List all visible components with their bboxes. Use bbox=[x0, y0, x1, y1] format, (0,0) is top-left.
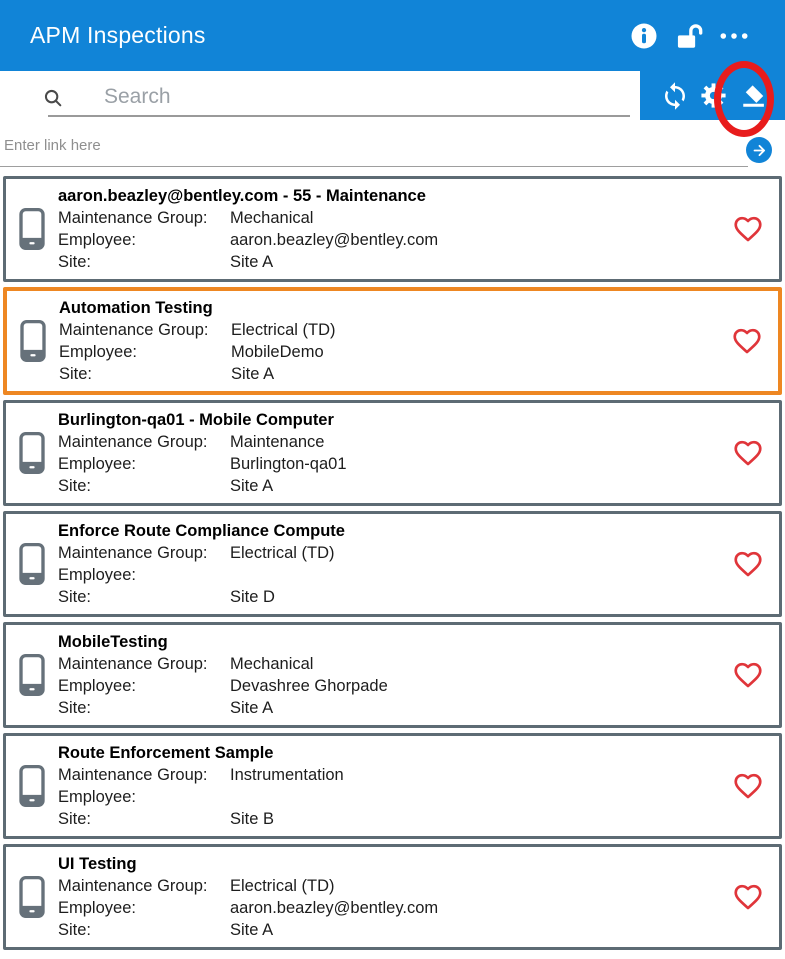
favorite-column bbox=[716, 325, 778, 357]
employee-row bbox=[58, 897, 717, 919]
site-value: Site A bbox=[230, 921, 274, 939]
page-title: APM Inspections bbox=[30, 22, 206, 48]
route-card[interactable] bbox=[3, 287, 782, 395]
maintenance-group-value: Electrical (TD) bbox=[231, 321, 336, 339]
info-button[interactable] bbox=[629, 21, 659, 51]
site-label: Site: bbox=[59, 365, 93, 383]
maintenance-group-label: Maintenance Group: bbox=[59, 321, 209, 339]
mobile-device-icon bbox=[18, 875, 46, 919]
site-value: Site A bbox=[230, 699, 274, 717]
route-details bbox=[58, 185, 717, 273]
maintenance-group-value: Mechanical bbox=[230, 209, 314, 227]
route-card[interactable] bbox=[3, 511, 782, 617]
mobile-device-icon bbox=[18, 764, 46, 808]
info-icon bbox=[629, 21, 659, 51]
route-title: Enforce Route Compliance Compute bbox=[58, 522, 345, 540]
refresh-icon bbox=[660, 81, 690, 111]
employee-label: Employee: bbox=[58, 899, 136, 917]
employee-label: Employee: bbox=[59, 343, 137, 361]
maintenance-group-value: Electrical (TD) bbox=[230, 877, 335, 895]
site-value: Site A bbox=[230, 477, 274, 495]
maintenance-group-value: Mechanical bbox=[230, 655, 314, 673]
heart-icon bbox=[731, 659, 765, 691]
maintenance-group-label: Maintenance Group: bbox=[58, 877, 208, 895]
site-row bbox=[59, 363, 716, 385]
site-label: Site: bbox=[58, 588, 92, 606]
maintenance-group-row bbox=[58, 653, 717, 675]
eraser-icon bbox=[737, 81, 767, 111]
route-title: UI Testing bbox=[58, 855, 137, 873]
link-input[interactable] bbox=[4, 132, 644, 158]
site-value: Site B bbox=[230, 810, 275, 828]
site-value: Site A bbox=[231, 365, 275, 383]
favorite-column bbox=[717, 548, 779, 580]
employee-value: aaron.beazley@bentley.com bbox=[230, 231, 439, 249]
site-row bbox=[58, 697, 717, 719]
favorite-button[interactable] bbox=[731, 659, 765, 691]
site-value: Site A bbox=[230, 253, 274, 271]
search-bar bbox=[0, 71, 785, 125]
heart-icon bbox=[731, 881, 765, 913]
route-details bbox=[58, 853, 717, 941]
favorite-button[interactable] bbox=[731, 770, 765, 802]
site-label: Site: bbox=[58, 477, 92, 495]
maintenance-group-label: Maintenance Group: bbox=[58, 655, 208, 673]
device-icon-column bbox=[6, 431, 58, 475]
clear-eraser-button[interactable] bbox=[737, 81, 767, 111]
maintenance-group-row bbox=[58, 875, 717, 897]
maintenance-group-value: Instrumentation bbox=[230, 766, 344, 784]
favorite-column bbox=[717, 770, 779, 802]
site-row bbox=[58, 808, 717, 830]
site-row bbox=[58, 586, 717, 608]
gear-icon bbox=[699, 81, 728, 110]
app-header bbox=[0, 0, 785, 71]
site-row bbox=[58, 475, 717, 497]
maintenance-group-label: Maintenance Group: bbox=[58, 209, 208, 227]
site-label: Site: bbox=[58, 253, 92, 271]
device-icon-column bbox=[6, 542, 58, 586]
maintenance-group-row bbox=[58, 431, 717, 453]
favorite-button[interactable] bbox=[731, 548, 765, 580]
refresh-button[interactable] bbox=[660, 81, 690, 111]
route-card[interactable] bbox=[3, 400, 782, 506]
route-details bbox=[58, 631, 717, 719]
heart-icon bbox=[730, 325, 764, 357]
site-row bbox=[58, 919, 717, 941]
maintenance-group-value: Electrical (TD) bbox=[230, 544, 335, 562]
device-icon-column bbox=[6, 207, 58, 251]
route-details bbox=[59, 297, 716, 385]
maintenance-group-row bbox=[58, 207, 717, 229]
settings-button[interactable] bbox=[699, 81, 728, 110]
route-list bbox=[0, 173, 785, 950]
maintenance-group-label: Maintenance Group: bbox=[58, 766, 208, 784]
mobile-device-icon bbox=[18, 431, 46, 475]
maintenance-group-row bbox=[59, 319, 716, 341]
mobile-device-icon bbox=[18, 207, 46, 251]
device-icon-column bbox=[7, 319, 59, 363]
employee-row bbox=[58, 453, 717, 475]
device-icon-column bbox=[6, 764, 58, 808]
favorite-button[interactable] bbox=[731, 437, 765, 469]
favorite-button[interactable] bbox=[731, 213, 765, 245]
favorite-button[interactable] bbox=[730, 325, 764, 357]
employee-value bbox=[230, 786, 717, 808]
unlock-icon bbox=[673, 21, 705, 51]
site-label: Site: bbox=[58, 810, 92, 828]
maintenance-group-label: Maintenance Group: bbox=[58, 433, 208, 451]
employee-row bbox=[59, 341, 716, 363]
employee-label: Employee: bbox=[58, 677, 136, 695]
heart-icon bbox=[731, 770, 765, 802]
maintenance-group-row bbox=[58, 542, 717, 564]
arrow-right-icon bbox=[751, 142, 768, 159]
route-title: aaron.beazley@bentley.com - 55 - Maintenance bbox=[58, 187, 426, 205]
maintenance-group-row bbox=[58, 764, 717, 786]
site-label: Site: bbox=[58, 699, 92, 717]
route-title: Automation Testing bbox=[59, 299, 213, 317]
route-card[interactable] bbox=[3, 733, 782, 839]
maintenance-group-value: Maintenance bbox=[230, 433, 325, 451]
header-actions bbox=[629, 21, 749, 51]
route-details bbox=[58, 409, 717, 497]
mobile-device-icon bbox=[19, 319, 47, 363]
route-details bbox=[58, 742, 717, 830]
unlock-button[interactable] bbox=[673, 21, 705, 51]
employee-label: Employee: bbox=[58, 566, 136, 584]
ellipsis-icon bbox=[719, 31, 749, 41]
heart-icon bbox=[731, 213, 765, 245]
device-icon-column bbox=[6, 875, 58, 919]
route-title: Burlington-qa01 - Mobile Computer bbox=[58, 411, 334, 429]
favorite-button[interactable] bbox=[731, 881, 765, 913]
search-toolbar bbox=[640, 71, 785, 120]
employee-label: Employee: bbox=[58, 788, 136, 806]
device-icon-column bbox=[6, 653, 58, 697]
favorite-column bbox=[717, 659, 779, 691]
employee-value: MobileDemo bbox=[231, 343, 324, 361]
link-underline bbox=[0, 166, 748, 167]
favorite-column bbox=[717, 881, 779, 913]
employee-row bbox=[58, 786, 717, 808]
route-details bbox=[58, 520, 717, 608]
heart-icon bbox=[731, 437, 765, 469]
employee-value: aaron.beazley@bentley.com bbox=[230, 899, 439, 917]
employee-row bbox=[58, 675, 717, 697]
link-bar bbox=[0, 125, 785, 173]
site-label: Site: bbox=[58, 921, 92, 939]
maintenance-group-label: Maintenance Group: bbox=[58, 544, 208, 562]
route-card[interactable] bbox=[3, 622, 782, 728]
employee-label: Employee: bbox=[58, 231, 136, 249]
employee-value: Devashree Ghorpade bbox=[230, 677, 388, 695]
more-options-button[interactable] bbox=[719, 31, 749, 41]
favorite-column bbox=[717, 213, 779, 245]
mobile-device-icon bbox=[18, 542, 46, 586]
go-button[interactable] bbox=[746, 137, 772, 163]
site-row bbox=[58, 251, 717, 273]
heart-icon bbox=[731, 548, 765, 580]
mobile-device-icon bbox=[18, 653, 46, 697]
employee-row bbox=[58, 229, 717, 251]
employee-row bbox=[58, 564, 717, 586]
search-input[interactable] bbox=[48, 79, 630, 117]
route-title: Route Enforcement Sample bbox=[58, 744, 274, 762]
employee-value: Burlington-qa01 bbox=[230, 455, 347, 473]
route-card[interactable] bbox=[3, 844, 782, 950]
site-value: Site D bbox=[230, 588, 275, 606]
route-title: MobileTesting bbox=[58, 633, 168, 651]
employee-label: Employee: bbox=[58, 455, 136, 473]
employee-value bbox=[230, 564, 717, 586]
favorite-column bbox=[717, 437, 779, 469]
route-card[interactable] bbox=[3, 176, 782, 282]
